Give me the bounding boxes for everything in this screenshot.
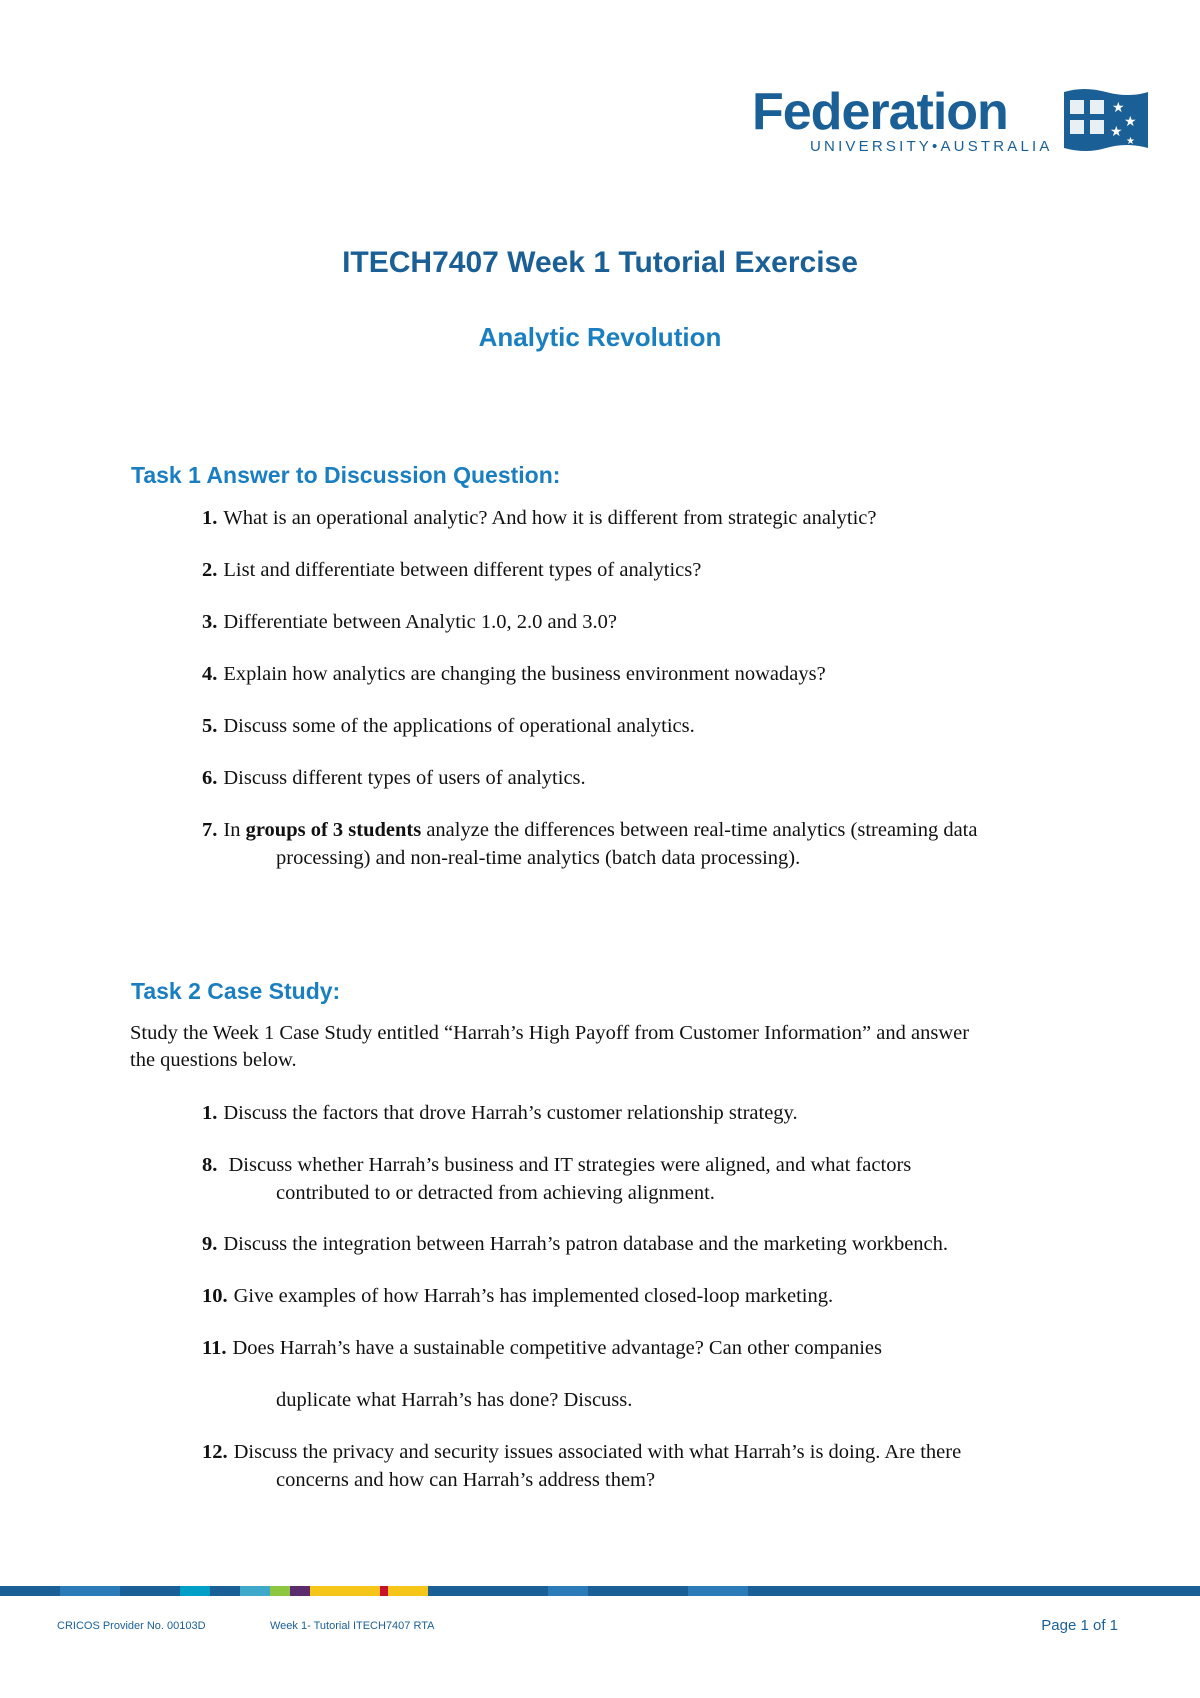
list-item: 1. What is an operational analytic? And how it is different from strategic analytic? <box>202 507 877 529</box>
logo-wordmark: Federation <box>752 83 1008 141</box>
university-logo <box>752 84 1148 158</box>
flag-icon <box>1064 86 1148 156</box>
task2-heading: Task 2 Case Study: <box>131 978 341 1004</box>
cricos-number: CRICOS Provider No. 00103D <box>57 1620 206 1632</box>
list-item: 12. Discuss the privacy and security issues associated with what Harrah’s is doing. Are there concerns and how can Harrah’s address them? <box>202 1441 962 1491</box>
logo-subtitle: UNIVERSITY•AUSTRALIA <box>810 138 1053 155</box>
svg-text:★: ★ <box>1124 114 1137 130</box>
footer-course: Week 1- Tutorial ITECH7407 RTA <box>270 1620 435 1632</box>
task2-intro: Study the Week 1 Case Study entitled “Harrah’s High Payoff from Customer Information” and answer the questions below. <box>130 1022 970 1071</box>
svg-text:★: ★ <box>1112 100 1125 116</box>
task1-heading: Task 1 Answer to Discussion Question: <box>131 462 561 488</box>
page-title: ITECH7407 Week 1 Tutorial Exercise <box>342 246 858 279</box>
list-item: 11. Does Harrah’s have a sustainable competitive advantage? Can other companies <box>202 1337 882 1359</box>
list-item: 3. Differentiate between Analytic 1.0, 2.0 and 3.0? <box>202 611 617 633</box>
footer-stripe <box>0 1586 1200 1596</box>
page-subtitle: Analytic Revolution <box>478 322 722 352</box>
list-item: 10. Give examples of how Harrah’s has implemented closed-loop marketing. <box>202 1285 834 1307</box>
list-item: 7. In groups of 3 students analyze the differences between real-time analytics (streaming data processing) and non-real-time analytics (batch data processing). <box>202 819 978 869</box>
list-item: 9. Discuss the integration between Harrah’s patron database and the marketing workbench. <box>202 1233 949 1255</box>
list-item: 1. Discuss the factors that drove Harrah’s customer relationship strategy. <box>202 1102 798 1124</box>
page-number: Page 1 of 1 <box>1041 1617 1118 1634</box>
svg-text:★: ★ <box>1110 124 1123 140</box>
list-item: 2. List and differentiate between different types of analytics? <box>202 559 702 581</box>
list-item-continuation: duplicate what Harrah’s has done? Discuss. <box>276 1389 633 1411</box>
list-item: 8. Discuss whether Harrah’s business and IT strategies were aligned, and what factors contributed to or detracted from achieving alignment. <box>202 1154 912 1204</box>
list-item: 6. Discuss different types of users of analytics. <box>202 767 586 789</box>
list-item: 5. Discuss some of the applications of operational analytics. <box>202 715 695 737</box>
svg-text:★: ★ <box>1126 136 1135 147</box>
list-item: 4. Explain how analytics are changing the business environment nowadays? <box>202 663 826 685</box>
